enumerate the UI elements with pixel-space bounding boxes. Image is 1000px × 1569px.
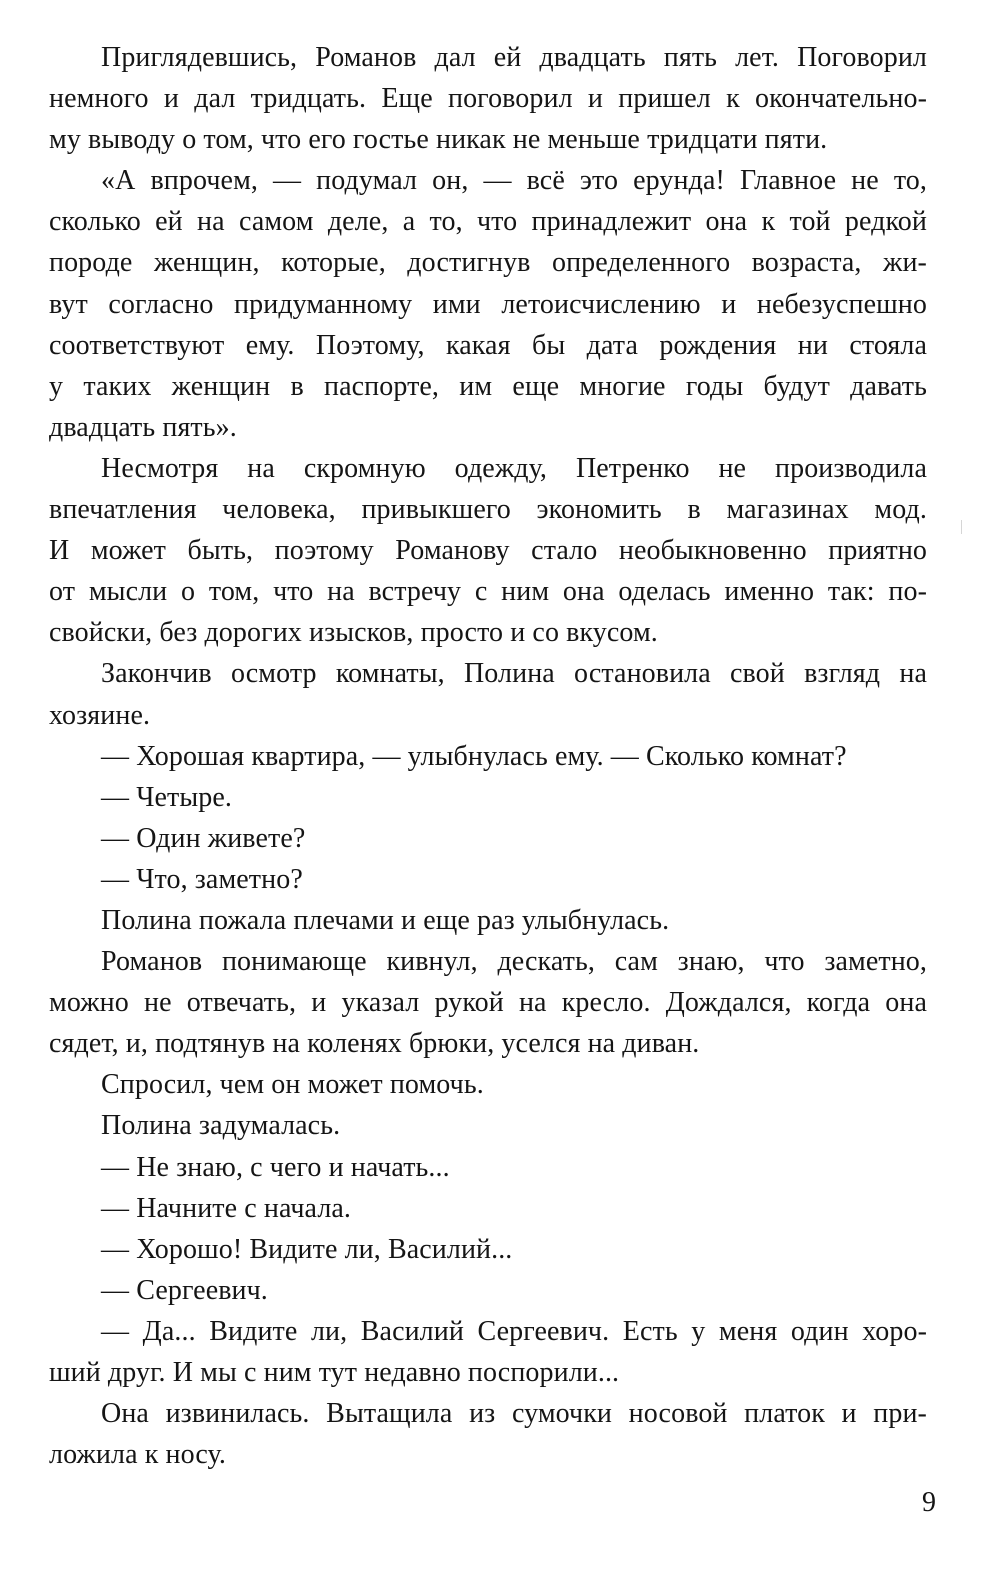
text-line: от мысли о том, что на встречу с ним она оделась именно так: по- — [49, 576, 927, 608]
text-line: Полина задумалась. — [101, 1110, 341, 1142]
text-line: — Сергеевич. — [101, 1274, 268, 1306]
text-line: — Да... Видите ли, Василий Сергеевич. Есть у меня один хоро- — [101, 1315, 927, 1347]
text-line: Закончив осмотр комнаты, Полина остановила свой взгляд на — [101, 658, 927, 690]
text-line: сядет, и, подтянув на коленях брюки, уселся на диван. — [49, 1028, 700, 1060]
paragraph — [49, 160, 927, 448]
paragraph — [49, 1188, 927, 1229]
paragraph — [49, 941, 927, 1064]
text-line: Романов понимающе кивнул, дескать, сам знаю, что заметно, — [101, 946, 927, 978]
text-line: ший друг. И мы с ним тут недавно поспорили... — [49, 1357, 620, 1388]
text-line: свойски, без дорогих изысков, просто и со вкусом. — [49, 617, 658, 649]
paragraph — [49, 448, 927, 653]
text-line: Полина пожала плечами и еще раз улыбнулась. — [101, 904, 670, 936]
paragraph — [49, 900, 927, 941]
text-line: соответствуют ему. Поэтому, какая бы дата рождения ни стояла — [49, 329, 927, 361]
text-line: немного и дал тридцать. Еще поговорил и пришел к окончательно- — [49, 83, 927, 115]
text-line: вут согласно придуманному ими летоисчислению и небезуспешно — [49, 288, 927, 320]
text-line: — Четыре. — [101, 781, 233, 813]
text-line: — Хорошо! Видите ли, Василий... — [101, 1233, 513, 1265]
paragraph — [49, 653, 927, 735]
text-line: впечатления человека, привыкшего экономить в магазинах мод. — [49, 494, 927, 526]
text-line: хозяине. — [49, 699, 151, 731]
text-line: сколько ей на самом деле, а то, что принадлежит она к той редкой — [49, 206, 927, 238]
text-line: у таких женщин в паспорте, им еще многие годы будут давать — [49, 370, 927, 402]
paragraph — [49, 1270, 927, 1311]
paragraph — [49, 1311, 927, 1393]
text-line: породе женщин, которые, достигнув определенного возраста, жи- — [49, 247, 927, 279]
text-line: Она извинилась. Вытащила из сумочки носовой платок и при- — [101, 1398, 927, 1430]
text-line: — Что, заметно? — [101, 863, 303, 895]
text-line: ложила к носу. — [49, 1439, 226, 1471]
paragraph — [49, 37, 927, 160]
paragraph — [49, 1064, 927, 1105]
paragraph — [49, 1147, 927, 1188]
paragraph — [49, 859, 927, 900]
text-line: «А впрочем, — подумал он, — всё это ерунда! Главное не то, — [101, 165, 927, 197]
body-text — [49, 37, 927, 1475]
paragraph — [49, 736, 927, 777]
text-line: — Не знаю, с чего и начать... — [101, 1151, 450, 1183]
paragraph — [49, 777, 927, 818]
paragraph — [49, 1393, 927, 1475]
text-line: двадцать пять». — [49, 411, 237, 443]
text-line: — Начните с начала. — [101, 1192, 352, 1224]
text-line: можно не отвечать, и указал рукой на кресло. Дождался, когда она — [49, 987, 927, 1019]
text-line: И может быть, поэтому Романову стало необыкновенно приятно — [49, 535, 927, 567]
scan-mark — [961, 520, 962, 534]
page-number: 9 — [922, 1487, 936, 1518]
paragraph — [49, 818, 927, 859]
paragraph — [49, 1229, 927, 1270]
text-line: Несмотря на скромную одежду, Петренко не производила — [101, 452, 927, 484]
text-line: му выводу о том, что его гостье никак не меньше тридцати пяти. — [49, 124, 828, 156]
text-line: Спросил, чем он может помочь. — [101, 1069, 484, 1101]
text-line: — Хорошая квартира, — улыбнулась ему. — Сколько комнат? — [101, 740, 847, 772]
paragraph — [49, 1105, 927, 1146]
text-line: Приглядевшись, Романов дал ей двадцать пять лет. Поговорил — [101, 42, 927, 73]
text-line: — Один живете? — [101, 822, 306, 854]
